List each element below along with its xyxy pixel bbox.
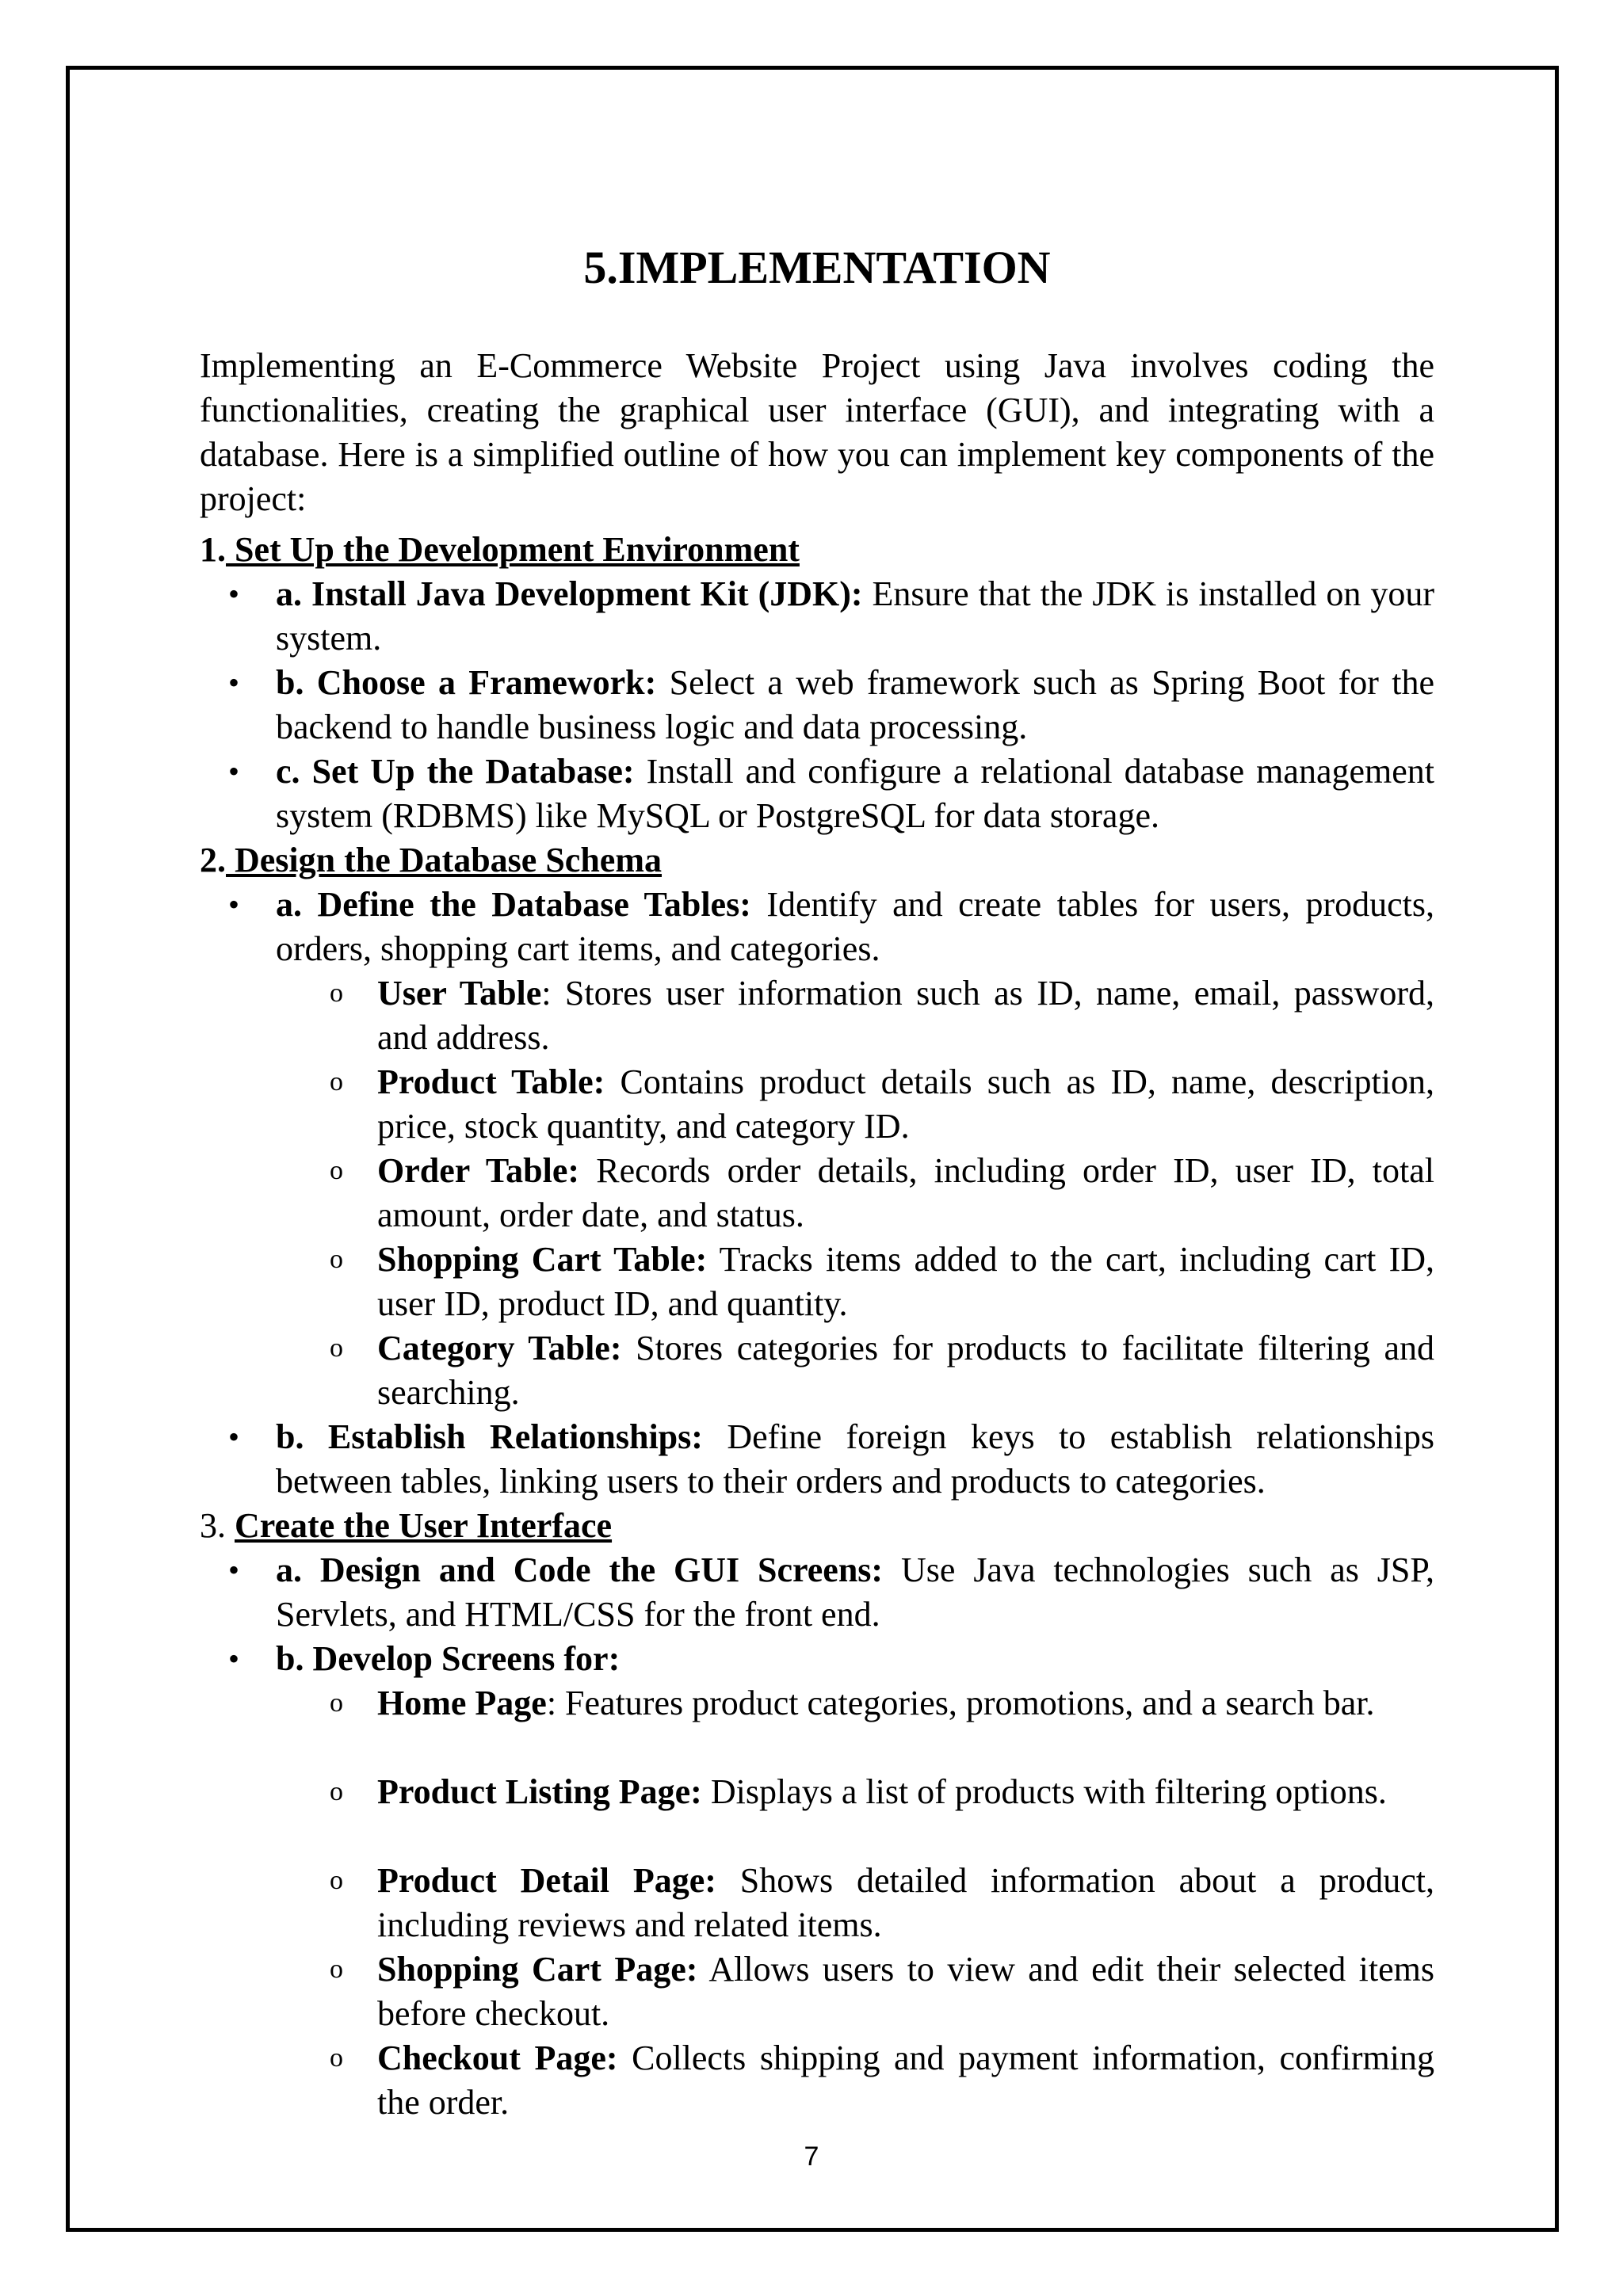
list-item-label: a. Define the Database Tables: bbox=[276, 885, 751, 924]
list-item bbox=[276, 572, 1434, 661]
list-item-label: a. Design and Code the GUI Screens: bbox=[276, 1550, 884, 1589]
sub-list-item bbox=[377, 1770, 1434, 1814]
sub-list-item-label: Category Table: bbox=[377, 1329, 622, 1367]
sub-list-item-text: Records order details, including order ID, user ID, total amount, order date, and status. bbox=[377, 1151, 1434, 1234]
sub-list-item-text: Shows detailed information about a product, including reviews and related items. bbox=[377, 1861, 1434, 1944]
section-heading-3 bbox=[200, 1504, 612, 1548]
bullet-icon: • bbox=[228, 1419, 240, 1455]
list-item bbox=[276, 749, 1434, 838]
section-heading-1 bbox=[200, 528, 800, 572]
sub-list-item bbox=[377, 1238, 1434, 1326]
sub-list-item-label: Product Detail Page: bbox=[377, 1861, 716, 1900]
section-number: 2. bbox=[200, 841, 226, 879]
section-number: 1. bbox=[200, 530, 226, 569]
bullet-icon: • bbox=[228, 665, 240, 700]
sub-list-item bbox=[377, 1681, 1434, 1726]
page-number: 7 bbox=[804, 2142, 819, 2172]
section-title: Set Up the Development Environment bbox=[226, 530, 800, 569]
list-item-label: a. Install Java Development Kit (JDK): bbox=[276, 574, 863, 613]
sub-bullet-icon: o bbox=[330, 1955, 343, 1984]
sub-list-item bbox=[377, 971, 1434, 1060]
list-item-text: Identify and create tables for users, products, orders, shopping cart items, and categories. bbox=[276, 885, 1434, 968]
bullet-icon: • bbox=[228, 1641, 240, 1676]
list-item-text: Ensure that the JDK is installed on your system. bbox=[276, 574, 1434, 658]
sub-list-item bbox=[377, 1060, 1434, 1149]
sub-list-item-text: Displays a list of products with filtering options. bbox=[701, 1772, 1387, 1811]
sub-list-item-label: User Table bbox=[377, 974, 542, 1013]
sub-list-item-text: : Stores user information such as ID, name, email, password, and address. bbox=[377, 974, 1434, 1057]
sub-list-item-text: : Features product categories, promotions, and a search bar. bbox=[546, 1684, 1375, 1722]
sub-bullet-icon: o bbox=[330, 1245, 343, 1274]
list-item bbox=[276, 1415, 1434, 1504]
sub-list-item bbox=[377, 1149, 1434, 1238]
sub-bullet-icon: o bbox=[330, 1777, 343, 1806]
list-item-text: Install and configure a relational database management system (RDBMS) like MySQL or PostgreSQL for data storage. bbox=[276, 752, 1434, 835]
list-item-label: b. Develop Screens for: bbox=[276, 1639, 621, 1678]
sub-list-item-label: Shopping Cart Table: bbox=[377, 1240, 708, 1279]
list-item bbox=[276, 661, 1434, 749]
sub-bullet-icon: o bbox=[330, 1156, 343, 1185]
sub-bullet-icon: o bbox=[330, 1067, 343, 1097]
sub-list-item bbox=[377, 1859, 1434, 1947]
sub-bullet-icon: o bbox=[330, 1333, 343, 1363]
sub-list-item bbox=[377, 1326, 1434, 1415]
section-title: Design the Database Schema bbox=[226, 841, 662, 879]
sub-list-item-label: Home Page bbox=[377, 1684, 547, 1722]
list-item-label: b. Choose a Framework: bbox=[276, 663, 657, 702]
section-number: 3. bbox=[200, 1506, 226, 1545]
list-item-label: c. Set Up the Database: bbox=[276, 752, 635, 791]
sub-list-item-text: Stores categories for products to facilitate filtering and searching. bbox=[377, 1329, 1434, 1412]
sub-list-item-text: Collects shipping and payment information, confirming the order. bbox=[377, 2039, 1434, 2122]
section-title: Create the User Interface bbox=[235, 1506, 613, 1545]
sub-list-item-label: Product Table: bbox=[377, 1062, 605, 1101]
sub-list-item bbox=[377, 2036, 1434, 2125]
sub-list-item-label: Checkout Page: bbox=[377, 2039, 618, 2077]
bullet-icon: • bbox=[228, 576, 240, 612]
sub-list-item-label: Shopping Cart Page: bbox=[377, 1950, 698, 1989]
sub-list-item-text: Contains product details such as ID, name, description, price, stock quantity, and category ID. bbox=[377, 1062, 1435, 1146]
sub-list-item-label: Product Listing Page: bbox=[377, 1772, 702, 1811]
sub-bullet-icon: o bbox=[330, 978, 343, 1008]
sub-list-item-label: Order Table: bbox=[377, 1151, 580, 1190]
sub-bullet-icon: o bbox=[330, 1688, 343, 1718]
list-item-text: Use Java technologies such as JSP, Servlets, and HTML/CSS for the front end. bbox=[276, 1550, 1434, 1634]
list-item bbox=[276, 1637, 1434, 1681]
sub-bullet-icon: o bbox=[330, 2043, 343, 2073]
list-item-text: Define foreign keys to establish relationships between tables, linking users to their orders and products to categories. bbox=[276, 1417, 1434, 1501]
bullet-icon: • bbox=[228, 887, 240, 922]
bullet-icon: • bbox=[228, 1552, 240, 1588]
sub-list-item-text: Tracks items added to the cart, including cart ID, user ID, product ID, and quantity. bbox=[377, 1240, 1434, 1323]
sub-bullet-icon: o bbox=[330, 1866, 343, 1895]
list-item-text: Select a web framework such as Spring Boot for the backend to handle business logic and data processing. bbox=[276, 663, 1435, 746]
list-item bbox=[276, 1548, 1434, 1637]
page-title: 5.IMPLEMENTATION bbox=[583, 242, 1051, 293]
bullet-icon: • bbox=[228, 753, 240, 789]
intro-paragraph: Implementing an E-Commerce Website Project using Java involves coding the functionalities, creating the graphical user interface (GUI), and integrating with a database. Here is a simplified outline of how you can implement key components of the project: bbox=[200, 346, 1434, 518]
list-item bbox=[276, 883, 1434, 971]
list-item-label: b. Establish Relationships: bbox=[276, 1417, 703, 1456]
sub-list-item-text: Allows users to view and edit their selected items before checkout. bbox=[377, 1950, 1435, 2033]
sub-list-item bbox=[377, 1947, 1434, 2036]
section-heading-2 bbox=[200, 838, 662, 883]
